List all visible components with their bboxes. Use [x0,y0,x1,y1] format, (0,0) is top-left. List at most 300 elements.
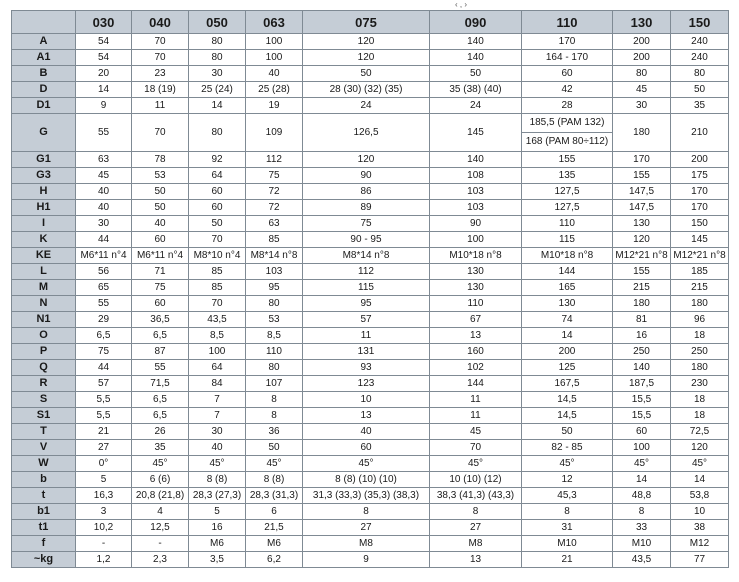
value-cell: 18 [671,392,729,408]
value-cell: 8,5 [189,328,246,344]
col-header: 110 [522,11,613,34]
value-cell: 95 [246,280,303,296]
value-cell: 31,3 (33,3) (35,3) (38,3) [303,488,430,504]
value-cell: 63 [246,216,303,232]
value-cell: 36 [246,424,303,440]
value-cell: 16,3 [76,488,132,504]
row-header: L [12,264,76,280]
value-cell: 53 [132,168,189,184]
value-cell: 145 [430,114,522,152]
value-cell: 8 (8) (10) (10) [303,472,430,488]
value-cell: 72,5 [671,424,729,440]
value-cell: M12 [671,536,729,552]
table-row [12,82,729,98]
value-cell: 126,5 [303,114,430,152]
row-header: K [12,232,76,248]
value-cell: 90 [430,216,522,232]
value-cell: 6 [246,504,303,520]
value-cell: 14 [613,472,671,488]
value-cell: 14,5 [522,392,613,408]
value-cell: 92 [189,152,246,168]
value-cell: 13 [430,552,522,568]
value-cell: 210 [671,114,729,152]
value-cell: 14,5 [522,408,613,424]
row-header: b [12,472,76,488]
value-cell: 86 [303,184,430,200]
value-cell: M8 [303,536,430,552]
value-cell: 25 (28) [246,82,303,98]
value-cell: M10 [613,536,671,552]
value-cell: 9 [76,98,132,114]
table-row [12,280,729,296]
value-cell: 155 [613,168,671,184]
table-row [12,376,729,392]
value-cell: 2,3 [132,552,189,568]
value-cell: 82 - 85 [522,440,613,456]
row-header: P [12,344,76,360]
value-cell: 45,3 [522,488,613,504]
value-cell: 57 [303,312,430,328]
value-cell: 90 [303,168,430,184]
dimension-table-wrapper [11,10,729,568]
row-header: G3 [12,168,76,184]
value-cell: 130 [613,216,671,232]
value-cell: M6*11 n°4 [76,248,132,264]
value-cell: 180 [671,360,729,376]
value-cell: 127,5 [522,200,613,216]
corner-cell [12,11,76,34]
value-cell: 112 [246,152,303,168]
value-cell: 45 [430,424,522,440]
table-row [12,248,729,264]
row-header: H [12,184,76,200]
value-cell: 80 [246,296,303,312]
value-cell: 45° [246,456,303,472]
table-row [12,472,729,488]
table-row [12,552,729,568]
table-row [12,392,729,408]
value-cell: 44 [76,360,132,376]
row-header: B [12,66,76,82]
value-cell: 50 [522,424,613,440]
value-cell: 27 [430,520,522,536]
value-cell: 170 [613,152,671,168]
value-cell: 38 [671,520,729,536]
value-cell: 45° [613,456,671,472]
value-cell: 8 (8) [189,472,246,488]
value-cell: 8 [522,504,613,520]
value-cell: 250 [671,344,729,360]
value-cell: 64 [189,168,246,184]
value-cell: 80 [246,360,303,376]
value-cell: 144 [430,376,522,392]
value-cell: 45 [613,82,671,98]
split-value-cell [522,114,613,152]
value-cell: 70 [132,34,189,50]
row-header: N1 [12,312,76,328]
value-cell: 240 [671,34,729,50]
value-cell: 53 [246,312,303,328]
value-cell: 40 [303,424,430,440]
value-cell: 18 [671,408,729,424]
value-cell: 21 [522,552,613,568]
value-cell: 48,8 [613,488,671,504]
value-cell: 180 [671,296,729,312]
table-row [12,360,729,376]
value-cell: 140 [430,34,522,50]
value-cell: 30 [613,98,671,114]
table-row [12,440,729,456]
value-cell: M6*11 n°4 [132,248,189,264]
value-cell: 45° [430,456,522,472]
value-cell: 70 [189,296,246,312]
row-header: R [12,376,76,392]
value-cell: 5 [189,504,246,520]
value-cell: 14 [189,98,246,114]
value-cell: 14 [522,328,613,344]
value-cell: 6,5 [132,392,189,408]
value-cell: 38,3 (41,3) (43,3) [430,488,522,504]
value-cell: 130 [430,264,522,280]
value-cell: 96 [671,312,729,328]
value-cell: 200 [522,344,613,360]
value-cell: 100 [430,232,522,248]
value-cell: 60 [613,424,671,440]
value-cell: M8*14 n°8 [246,248,303,264]
value-cell: 23 [132,66,189,82]
row-header: I [12,216,76,232]
row-header: ~kg [12,552,76,568]
row-header: H1 [12,200,76,216]
value-cell: 130 [430,280,522,296]
value-cell: 7 [189,392,246,408]
value-cell: 60 [189,184,246,200]
col-header: 050 [189,11,246,34]
value-cell: 65 [76,280,132,296]
value-cell: 12 [522,472,613,488]
row-header: D1 [12,98,76,114]
value-cell: 110 [522,216,613,232]
value-cell: 11 [430,392,522,408]
value-cell: 15,5 [613,392,671,408]
row-header: A [12,34,76,50]
value-cell: 150 [671,216,729,232]
value-cell: 45° [671,456,729,472]
value-cell: 60 [303,440,430,456]
table-row [12,168,729,184]
value-cell: 6,5 [132,408,189,424]
table-row [12,408,729,424]
value-cell: 93 [303,360,430,376]
row-header: W [12,456,76,472]
row-header: t [12,488,76,504]
value-cell: 18 [671,328,729,344]
table-row [12,98,729,114]
value-cell: 170 [671,200,729,216]
value-cell: 75 [132,280,189,296]
value-cell: 13 [303,408,430,424]
value-cell: 87 [132,344,189,360]
value-part: 168 (PAM 80÷112) [525,136,609,147]
value-cell: 36,5 [132,312,189,328]
value-cell: 140 [430,50,522,66]
value-cell: 75 [76,344,132,360]
value-cell: 50 [430,66,522,82]
value-cell: M10 [522,536,613,552]
value-cell: 45° [522,456,613,472]
value-cell: 80 [671,66,729,82]
row-header: O [12,328,76,344]
value-cell: 45 [76,168,132,184]
table-row [12,312,729,328]
value-cell: 54 [76,34,132,50]
value-cell: 8 [246,408,303,424]
value-cell: 20,8 (21,8) [132,488,189,504]
table-row [12,456,729,472]
row-header: KE [12,248,76,264]
value-cell: 120 [303,152,430,168]
value-cell: 170 [671,184,729,200]
table-row [12,264,729,280]
value-cell: 8 [246,392,303,408]
row-header: b1 [12,504,76,520]
value-cell: 160 [430,344,522,360]
value-cell: 80 [189,34,246,50]
value-cell: 11 [303,328,430,344]
value-cell: 250 [613,344,671,360]
value-cell: 110 [246,344,303,360]
value-cell: 63 [76,152,132,168]
value-cell: 27 [303,520,430,536]
value-cell: 135 [522,168,613,184]
value-cell: 180 [613,114,671,152]
table-row [12,50,729,66]
top-edge-mark: ‹ , › [455,0,467,9]
value-cell: 16 [189,520,246,536]
value-cell: 50 [671,82,729,98]
row-header: T [12,424,76,440]
value-cell: 100 [246,50,303,66]
value-cell: 24 [303,98,430,114]
value-cell: 95 [303,296,430,312]
row-header: G1 [12,152,76,168]
value-cell: 50 [189,216,246,232]
value-cell: 70 [132,50,189,66]
value-cell: M10*18 n°8 [522,248,613,264]
value-cell: 100 [246,34,303,50]
value-cell: 115 [303,280,430,296]
value-cell: 123 [303,376,430,392]
value-cell: 8,5 [246,328,303,344]
value-cell: 109 [246,114,303,152]
value-cell: 14 [76,82,132,98]
value-cell: 110 [430,296,522,312]
value-cell: 54 [76,50,132,66]
row-header: G [12,114,76,152]
value-cell: 103 [246,264,303,280]
value-cell: 90 - 95 [303,232,430,248]
row-header: S [12,392,76,408]
value-cell: 89 [303,200,430,216]
value-cell: 14 [671,472,729,488]
value-cell: 18 (19) [132,82,189,98]
value-cell: M10*18 n°8 [430,248,522,264]
table-row [12,200,729,216]
value-cell: 103 [430,200,522,216]
value-cell: 170 [522,34,613,50]
value-cell: 140 [430,152,522,168]
row-header: Q [12,360,76,376]
value-cell: 120 [613,232,671,248]
value-cell: 107 [246,376,303,392]
value-cell: 28,3 (27,3) [189,488,246,504]
value-cell: 6,2 [246,552,303,568]
value-cell: 30 [76,216,132,232]
value-cell: 4 [132,504,189,520]
value-cell: 180 [613,296,671,312]
value-cell: 20 [76,66,132,82]
col-header: 150 [671,11,729,34]
value-cell: 5,5 [76,408,132,424]
value-cell: - [76,536,132,552]
value-cell: 28,3 (31,3) [246,488,303,504]
value-cell: 10 (10) (12) [430,472,522,488]
value-cell: 102 [430,360,522,376]
table-row [12,184,729,200]
value-cell: M12*21 n°8 [671,248,729,264]
value-cell: 5 [76,472,132,488]
value-cell: 200 [613,34,671,50]
value-cell: 85 [189,264,246,280]
value-cell: 60 [522,66,613,82]
value-cell: 24 [430,98,522,114]
value-cell: 115 [522,232,613,248]
value-cell: 50 [132,200,189,216]
value-cell: 80 [189,114,246,152]
value-cell: 45° [132,456,189,472]
value-cell: 145 [671,232,729,248]
value-cell: 30 [189,424,246,440]
value-cell: 108 [430,168,522,184]
value-cell: 5,5 [76,392,132,408]
value-cell: 40 [76,200,132,216]
value-cell: 155 [613,264,671,280]
table-row [12,34,729,50]
value-cell: 74 [522,312,613,328]
value-cell: 40 [76,184,132,200]
value-cell: 57 [76,376,132,392]
value-cell: 200 [613,50,671,66]
value-cell: 8 [303,504,430,520]
col-header: 075 [303,11,430,34]
col-header: 090 [430,11,522,34]
value-cell: 42 [522,82,613,98]
value-cell: 120 [303,50,430,66]
value-cell: 40 [189,440,246,456]
value-cell: 8 [613,504,671,520]
value-cell: 6,5 [132,328,189,344]
row-header: D [12,82,76,98]
value-cell: 70 [189,232,246,248]
value-cell: 215 [671,280,729,296]
col-header: 040 [132,11,189,34]
value-cell: 147,5 [613,184,671,200]
value-cell: 215 [613,280,671,296]
value-cell: 15,5 [613,408,671,424]
header-row [12,11,729,34]
value-cell: 10 [671,504,729,520]
table-row [12,114,729,152]
value-cell: 72 [246,200,303,216]
value-cell: 71 [132,264,189,280]
value-cell: 30 [189,66,246,82]
value-cell: 27 [76,440,132,456]
value-cell: 100 [613,440,671,456]
value-cell: 53,8 [671,488,729,504]
value-cell: 43,5 [613,552,671,568]
value-cell: 80 [613,66,671,82]
value-part: 185,5 (PAM 132) [522,114,612,133]
value-cell: 64 [189,360,246,376]
value-cell: 50 [132,184,189,200]
value-cell: 240 [671,50,729,66]
value-cell: 100 [189,344,246,360]
value-cell: 44 [76,232,132,248]
value-cell: 12,5 [132,520,189,536]
table-row [12,344,729,360]
value-cell: 43,5 [189,312,246,328]
value-cell: 28 [522,98,613,114]
value-cell: 75 [303,216,430,232]
value-cell: 131 [303,344,430,360]
value-cell: - [132,536,189,552]
value-cell: 50 [303,66,430,82]
value-cell: 72 [246,184,303,200]
row-header: S1 [12,408,76,424]
value-cell: 35 (38) (40) [430,82,522,98]
value-cell: 40 [132,216,189,232]
value-cell: 35 [132,440,189,456]
value-cell: 29 [76,312,132,328]
value-cell: 16 [613,328,671,344]
table-row [12,232,729,248]
value-cell: 31 [522,520,613,536]
row-header: V [12,440,76,456]
value-cell: 78 [132,152,189,168]
value-cell: 144 [522,264,613,280]
value-cell: 77 [671,552,729,568]
value-cell: M8 [430,536,522,552]
table-row [12,536,729,552]
value-cell: 45° [189,456,246,472]
value-cell: 85 [189,280,246,296]
value-cell: 112 [303,264,430,280]
table-row [12,424,729,440]
table-row [12,152,729,168]
value-cell: 60 [132,232,189,248]
dimension-table [11,10,729,568]
value-cell: 11 [430,408,522,424]
value-cell: 70 [430,440,522,456]
value-cell: 185 [671,264,729,280]
value-cell: 55 [132,360,189,376]
value-cell: M8*14 n°8 [303,248,430,264]
value-cell: 56 [76,264,132,280]
value-cell: 19 [246,98,303,114]
table-row [12,328,729,344]
value-cell: 200 [671,152,729,168]
value-cell: 130 [522,296,613,312]
